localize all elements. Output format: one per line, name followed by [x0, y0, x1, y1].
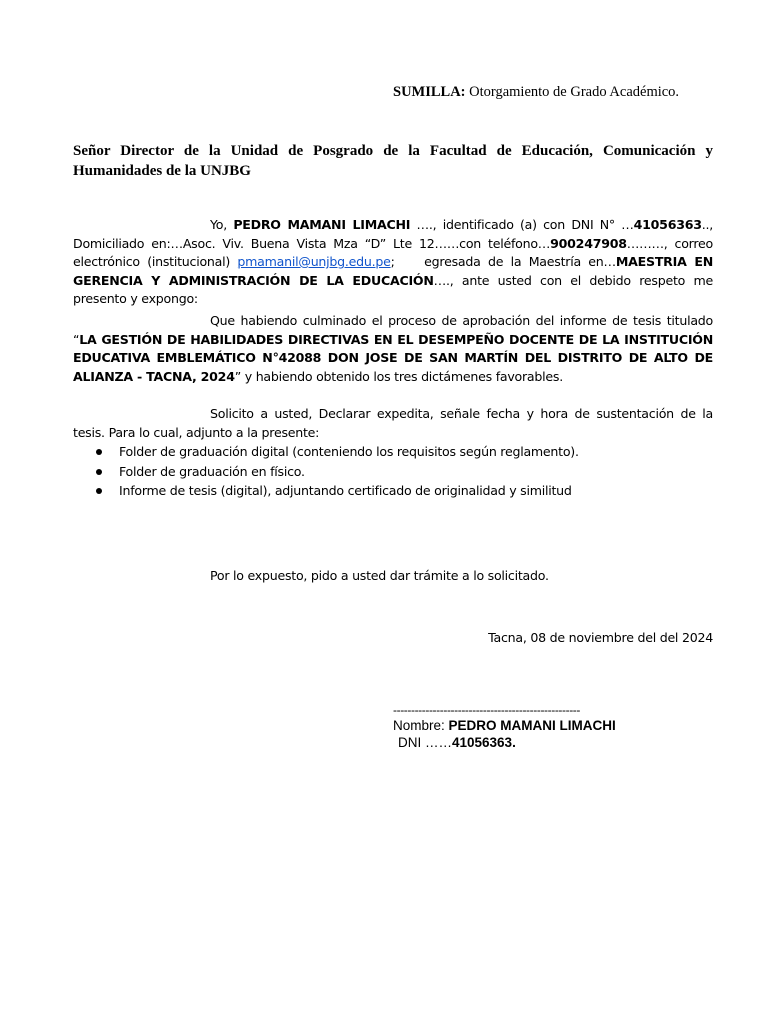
intro-text-3: .., Domiciliado en:…Asoc. Viv. Buena Vista Mza “D” Lte 12……con teléfono… [73, 217, 714, 251]
list-item [93, 462, 579, 482]
email-link[interactable]: pmamanil@unjbg.edu.pe [237, 254, 391, 269]
attachment-label: Informe de tesis (digital), adjuntando certificado de originalidad y similitud [119, 483, 572, 498]
signature-dni-label: DNI …… [398, 735, 452, 750]
bullet-icon [96, 449, 102, 455]
thesis-text-1: Que habiendo culminado el proceso de aprobación del informe de tesis titulado “ [73, 313, 713, 347]
thesis-text-2: ” y habiendo obtenido los tres dictámenes favorables. [234, 368, 563, 384]
intro-paragraph [73, 216, 713, 309]
intro-text-1: Yo, [210, 217, 234, 232]
request-text: Solicito a usted, Declarar expedita, señale fecha y hora de sustentación de la tesis. Para lo cual, adjunto a la presente: [73, 406, 713, 440]
intro-text-5: ; egresada de la Maestría en… [390, 254, 616, 269]
intro-text-4: ………, correo electrónico (institucional) [73, 235, 713, 269]
applicant-phone: 900247908 [550, 235, 627, 251]
thesis-title: LA GESTIÓN DE HABILIDADES DIRECTIVAS EN EL DESEMPEÑO DOCENTE DE LA INSTITUCIÓN EDUCATIVA EMBLEMÁTICO N°42088 DON JOSE DE SAN MARTÍN DEL DISTRITO DE ALTO DE ALIANZA - TACNA, 2024 [73, 331, 713, 384]
bullet-icon [96, 469, 102, 475]
date-line: Tacna, 08 de noviembre del del 2024 [488, 630, 713, 645]
list-item [93, 442, 579, 462]
intro-text-6: …., ante usted con el debido respeto me presento y expongo: [73, 272, 713, 306]
sumilla-label: SUMILLA: [393, 84, 466, 100]
bullet-icon [96, 488, 102, 494]
closing-text: Por lo expuesto, pido a usted dar trámite a lo solicitado. [210, 568, 549, 583]
attachment-label: Folder de graduación digital (conteniendo los requisitos según reglamento). [119, 444, 579, 459]
signature-dni [398, 735, 516, 750]
intro-text-2: …., identificado (a) con DNI N° … [410, 217, 634, 232]
signature-dni-value: 41056363. [452, 735, 516, 750]
applicant-name: PEDRO MAMANI LIMACHI [233, 217, 411, 232]
addressee: Señor Director de la Unidad de Posgrado de la Facultad de Educación, Comunicación y Humanidades de la UNJBG [73, 143, 713, 179]
signature-name [393, 718, 616, 733]
signature-name-value: PEDRO MAMANI LIMACHI [448, 718, 616, 733]
signature-name-label: Nombre: [393, 718, 445, 733]
attachment-label: Folder de graduación en físico. [119, 463, 305, 479]
sumilla [393, 84, 679, 101]
sumilla-text: Otorgamiento de Grado Académico. [469, 84, 680, 100]
list-item [93, 481, 579, 501]
request-paragraph [73, 405, 713, 442]
attachments-list [93, 442, 579, 501]
signature-line: ---------------------------------------------------- [393, 703, 580, 717]
degree-name: MAESTRIA EN GERENCIA Y ADMINISTRACIÓN DE LA EDUCACIÓN [73, 254, 713, 288]
thesis-paragraph [73, 312, 713, 386]
applicant-dni: 41056363 [633, 217, 702, 232]
